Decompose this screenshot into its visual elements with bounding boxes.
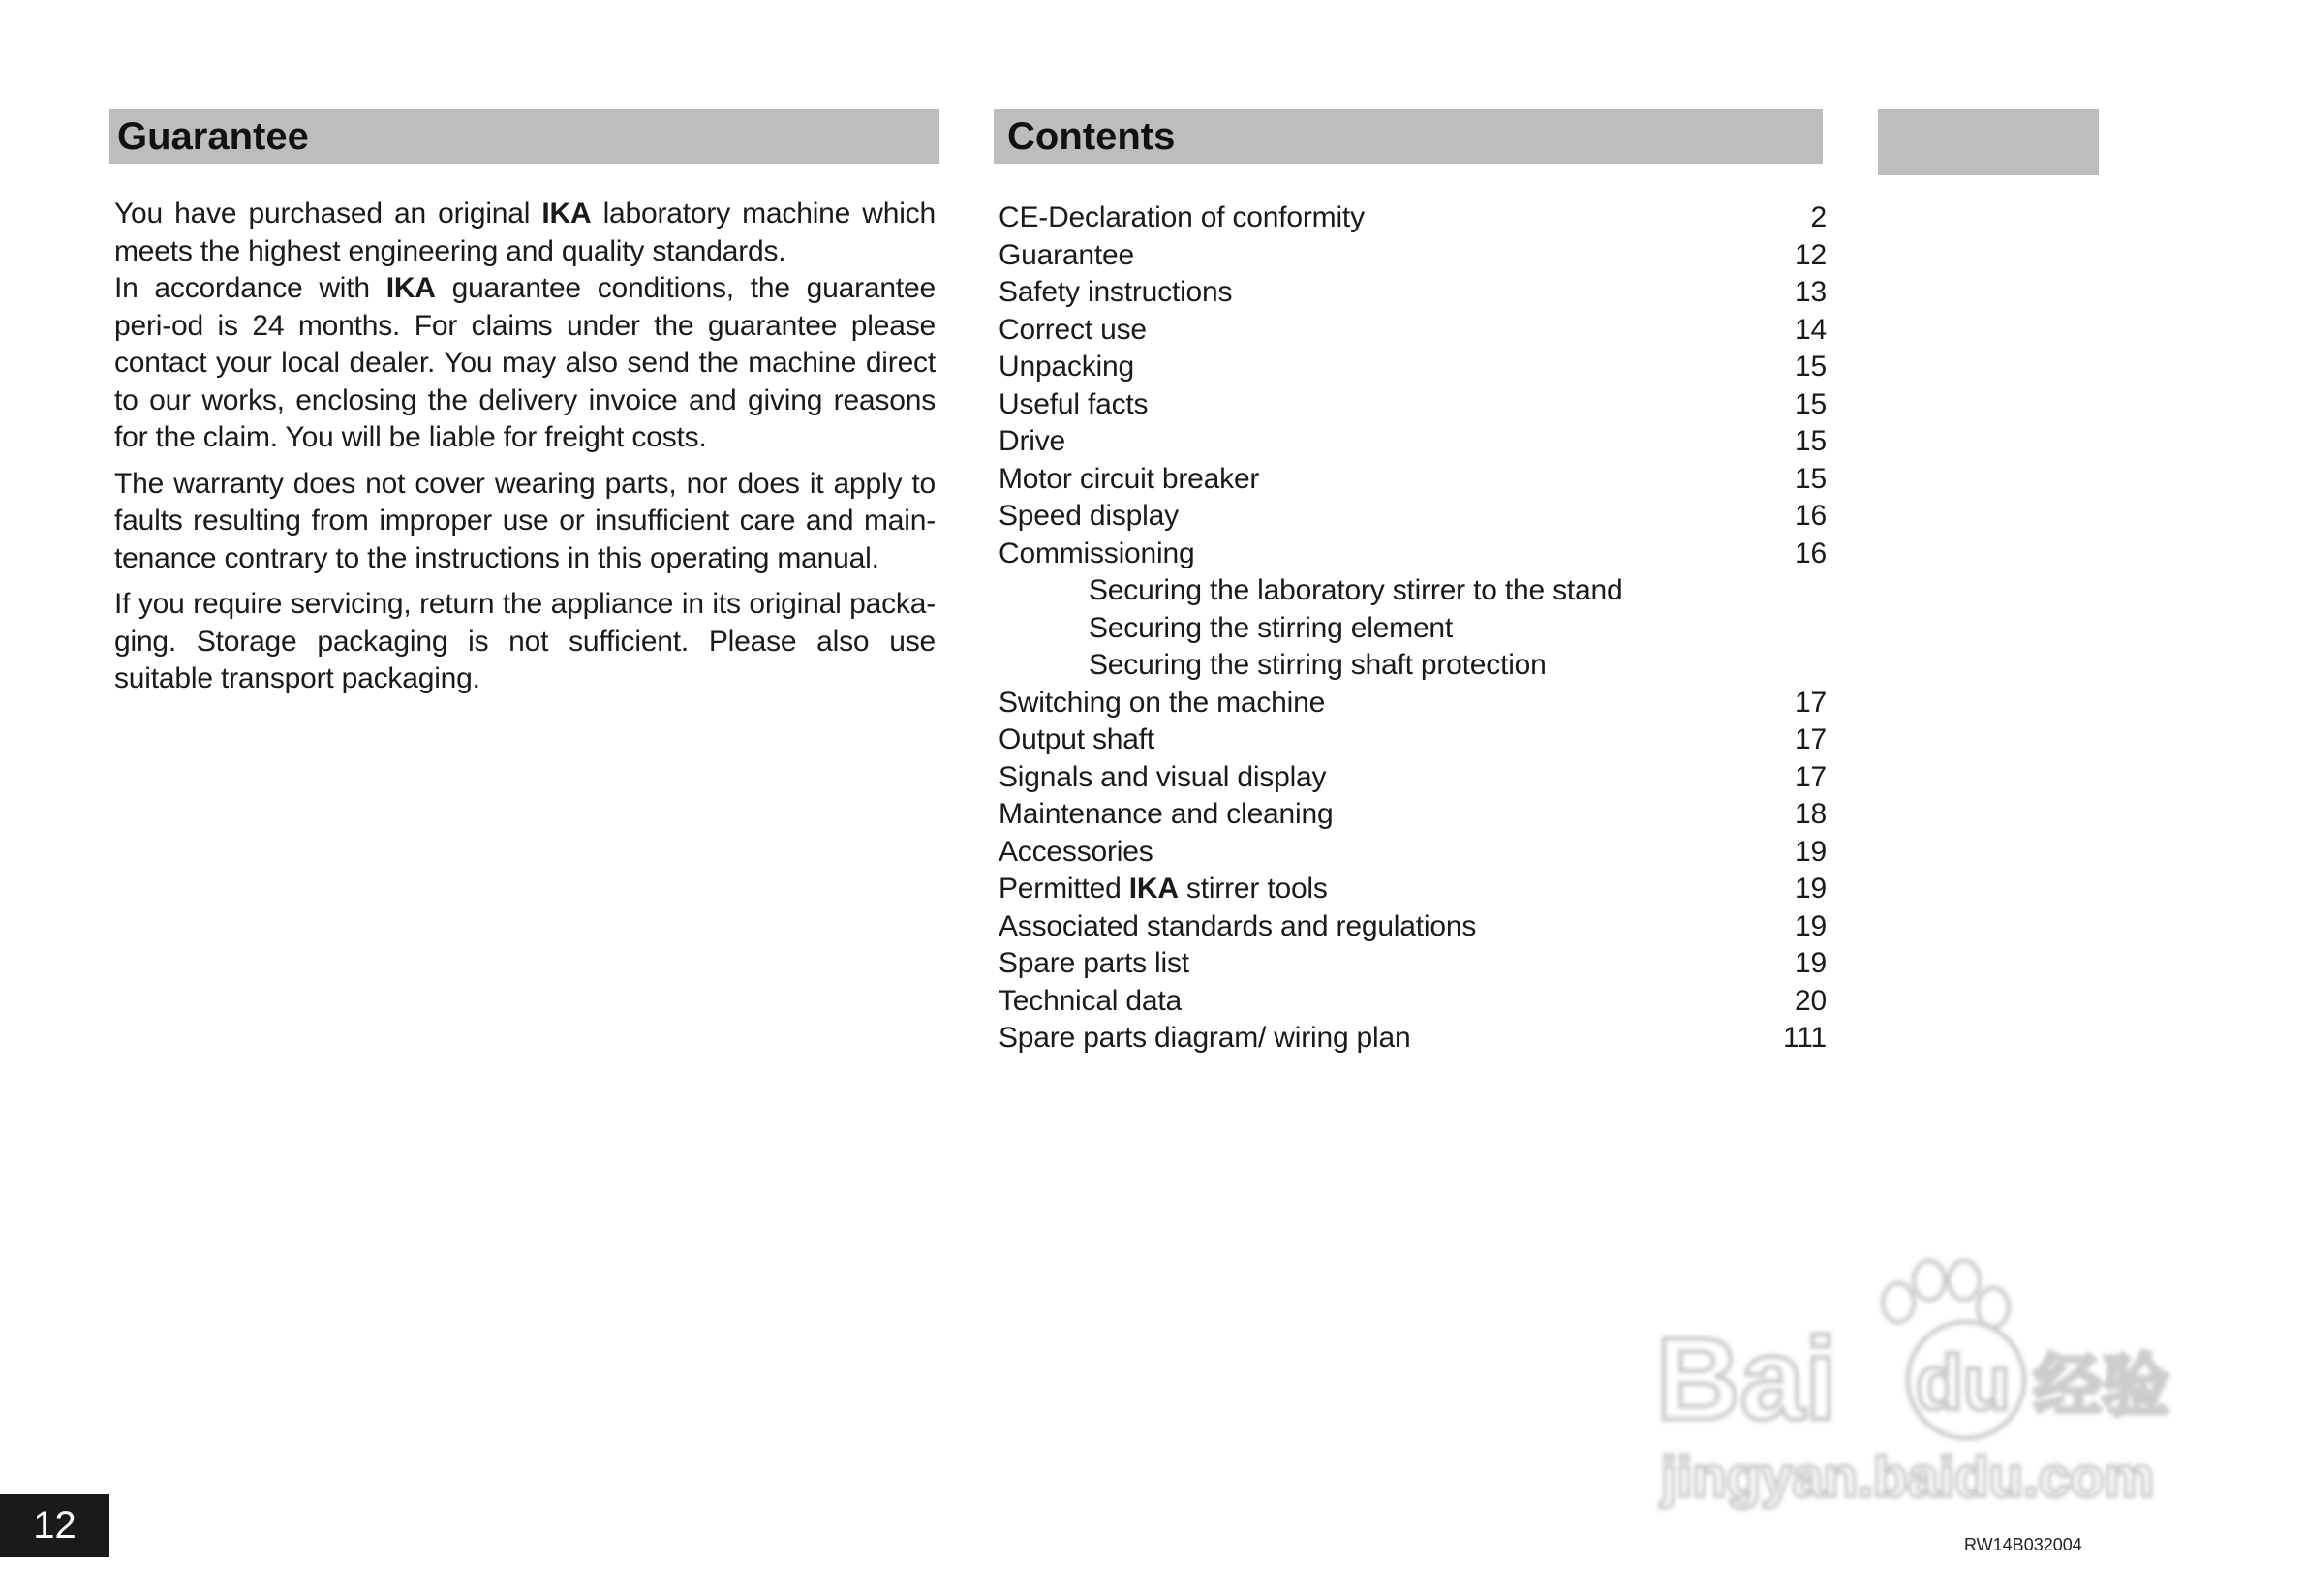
toc-label: Output shaft: [999, 723, 1155, 755]
contents-heading: Contents: [994, 109, 1823, 164]
toc-row: [999, 200, 1827, 237]
toc-page-number: 19: [1795, 947, 1827, 979]
toc-row: [999, 312, 1827, 350]
toc-row: [999, 759, 1827, 797]
toc-page-number: [1768, 610, 1827, 648]
toc-row: [999, 237, 1827, 275]
toc-row: [999, 461, 1827, 499]
toc-page-number: 111: [1782, 1022, 1827, 1054]
baidu-watermark: [1646, 1249, 2189, 1520]
toc-page-number: 18: [1795, 798, 1827, 830]
toc-row: [999, 796, 1827, 834]
toc-label: Associated standards and regulations: [999, 909, 1477, 942]
guarantee-text: [114, 196, 936, 707]
toc-page-number: 15: [1795, 462, 1827, 495]
toc-page-number: 15: [1795, 425, 1827, 457]
toc-page-number: 15: [1795, 351, 1827, 383]
toc-row: [999, 610, 1827, 648]
toc-label: CE-Declaration of conformity: [999, 201, 1365, 233]
toc-page-number: 15: [1795, 387, 1827, 420]
brand-ika: IKA: [385, 272, 436, 304]
brand-ika: IKA: [541, 198, 592, 230]
toc-row: [999, 721, 1827, 759]
page-number: 12: [0, 1494, 109, 1557]
toc-label: Spare parts list: [999, 947, 1189, 979]
toc-page-number: [1768, 572, 1827, 610]
toc-label: Securing the stirring element: [1089, 611, 1454, 644]
paw-icon: [1883, 1261, 2009, 1327]
toc-page-number: 17: [1795, 723, 1827, 755]
toc-label: Accessories: [999, 835, 1153, 868]
watermark-text-bai: Bai: [1656, 1314, 1837, 1444]
toc-label: Maintenance and cleaning: [999, 798, 1334, 830]
guarantee-paragraph-3: If you require servicing, return the appliance in its original packa-ging. Storage packaging is not sufficient. Please also use suitable transport packaging.: [114, 588, 936, 694]
toc-label: Guarantee: [999, 238, 1134, 271]
toc-row: [999, 1020, 1827, 1058]
toc-page-number: 17: [1795, 760, 1827, 793]
toc-label: Speed display: [999, 500, 1179, 532]
toc-page-number: 17: [1795, 686, 1827, 719]
toc-page-number: 2: [1810, 201, 1827, 233]
toc-row: [999, 423, 1827, 461]
toc-page-number: 12: [1795, 238, 1827, 271]
toc-page-number: 13: [1795, 276, 1827, 308]
toc-page-number: 16: [1795, 537, 1827, 569]
toc-page-number: 19: [1795, 873, 1827, 905]
toc-page-number: 19: [1795, 909, 1827, 942]
toc-label: Securing the laboratory stirrer to the stand: [1089, 574, 1623, 606]
toc-label: Motor circuit breaker: [999, 462, 1260, 495]
toc-label: Commissioning: [999, 537, 1195, 569]
guarantee-heading: Guarantee: [109, 109, 939, 164]
toc-page-number: [1768, 647, 1827, 685]
toc-row: [999, 349, 1827, 386]
toc-row: [999, 647, 1827, 685]
toc-row: [999, 983, 1827, 1021]
toc-label: Drive: [999, 425, 1066, 457]
table-of-contents: [999, 200, 1827, 1058]
watermark-url: jingyan.baidu.com: [1661, 1446, 2155, 1509]
toc-page-number: 19: [1795, 835, 1827, 868]
toc-label: Permitted IKA stirrer tools: [999, 873, 1328, 905]
toc-label: Spare parts diagram/ wiring plan: [999, 1022, 1411, 1054]
brand-ika: IKA: [1128, 873, 1179, 905]
toc-row: [999, 685, 1827, 722]
watermark-text-jingyan-cn: 经验: [2034, 1346, 2169, 1426]
toc-label: Safety instructions: [999, 276, 1233, 308]
toc-page-number: 16: [1795, 500, 1827, 532]
toc-row: [999, 386, 1827, 424]
toc-label: Unpacking: [999, 351, 1134, 383]
toc-row: [999, 274, 1827, 312]
watermark-text-du: du: [1916, 1339, 2011, 1426]
toc-row: [999, 945, 1827, 983]
blank-heading-bar: [1878, 109, 2099, 175]
toc-label: Securing the stirring shaft protection: [1089, 649, 1547, 681]
toc-row: [999, 498, 1827, 536]
toc-label: Correct use: [999, 313, 1147, 346]
document-code: RW14B032004: [1964, 1535, 2082, 1554]
toc-row: [999, 908, 1827, 946]
toc-label: Signals and visual display: [999, 760, 1327, 793]
toc-page-number: 20: [1795, 984, 1827, 1017]
guarantee-paragraph-1: You have purchased an original IKA laboratory machine which meets the highest engineering and quality standards. In accordance with IKA guarantee conditions, the guarantee peri-od is 24 months. For claims under the guarantee please contact your local dealer. You may also send the machine direct to our works, enclosing the delivery invoice and giving reasons for the claim. You will be liable for freight costs.: [114, 198, 936, 453]
toc-label: Switching on the machine: [999, 686, 1326, 719]
toc-page-number: 14: [1795, 313, 1827, 346]
toc-label: Useful facts: [999, 387, 1149, 420]
toc-row: [999, 871, 1827, 908]
guarantee-paragraph-2: The warranty does not cover wearing parts, nor does it apply to faults resulting from improper use or insufficient care and main-tenance contrary to the instructions in this operating manual.: [114, 467, 936, 574]
toc-row: [999, 536, 1827, 573]
toc-row: [999, 572, 1827, 610]
toc-row: [999, 834, 1827, 872]
toc-label: Technical data: [999, 984, 1182, 1017]
